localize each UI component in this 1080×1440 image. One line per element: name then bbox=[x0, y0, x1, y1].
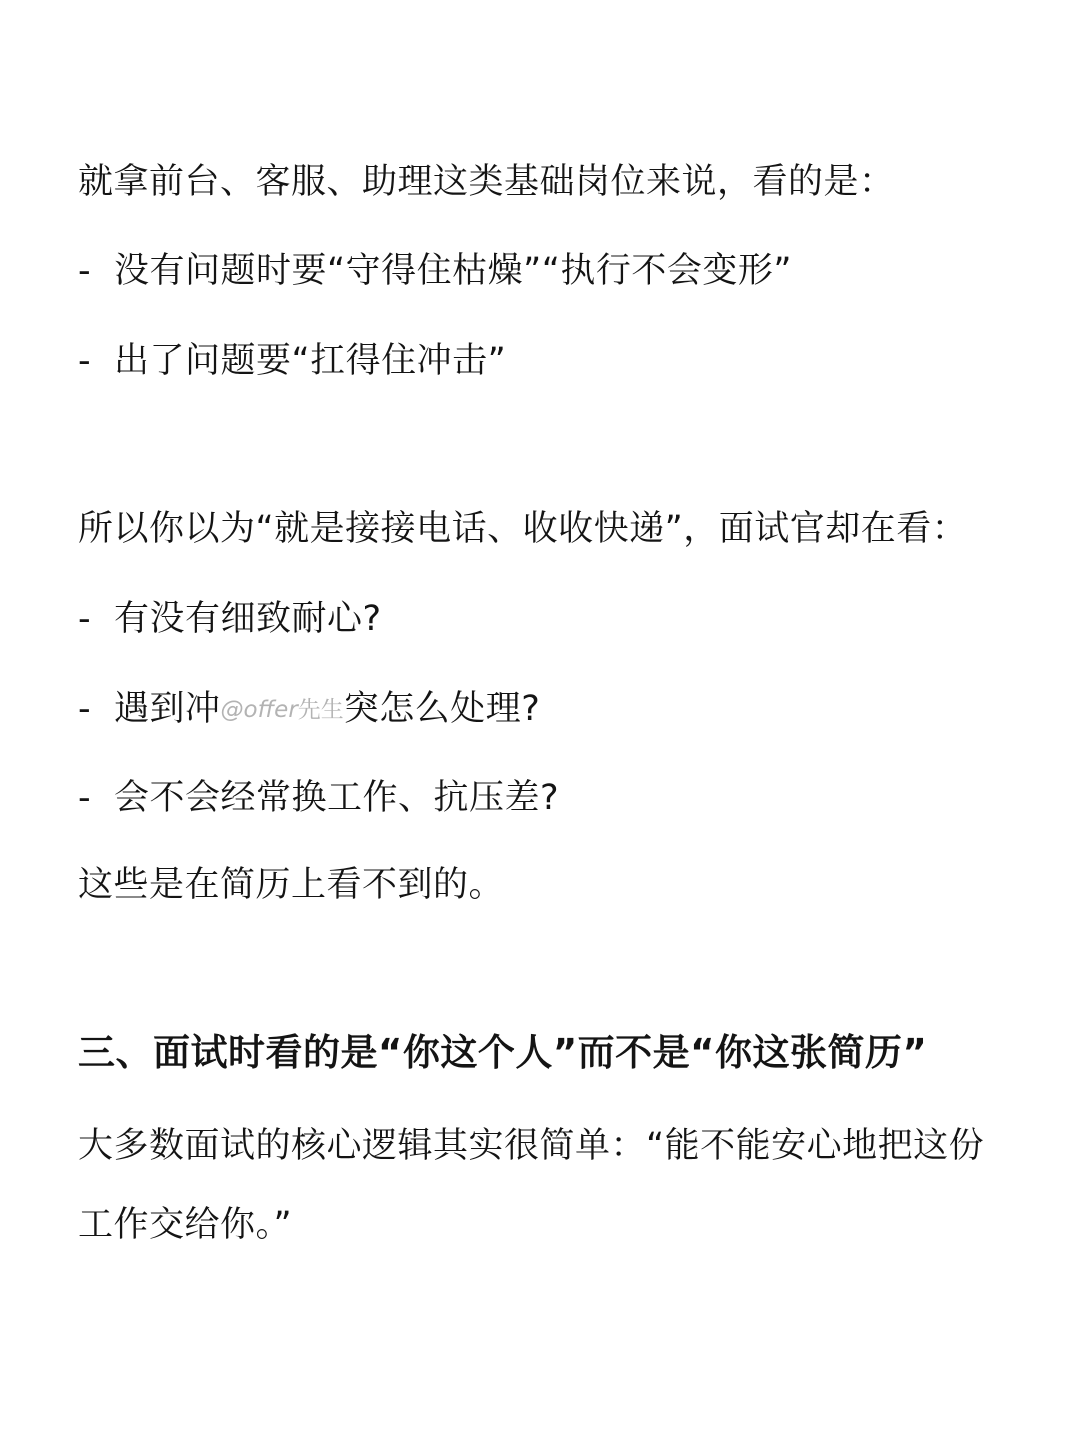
bullet-text: 会不会经常换工作、抗压差? bbox=[114, 778, 560, 818]
bullet-text: 出了问题要“扛得住冲击” bbox=[114, 341, 507, 381]
conclusion-line: 这些是在简历上看不到的。 bbox=[78, 865, 505, 905]
bullet-text: 没有问题时要“守得住枯燥”“执行不会变形” bbox=[114, 251, 793, 291]
watermark-latin: @offer bbox=[220, 697, 298, 723]
bullet-item-2 bbox=[78, 339, 506, 383]
bullet-marker: - bbox=[78, 689, 92, 729]
body-line-2: 工作交给你。” bbox=[78, 1205, 293, 1245]
body-line-1: 大多数面试的核心逻辑其实很简单：“能不能安心地把这份 bbox=[78, 1126, 985, 1166]
bullet-marker: - bbox=[78, 251, 92, 291]
bullet-text-start: 遇到冲 bbox=[114, 689, 221, 729]
bullet-marker: - bbox=[78, 599, 92, 639]
bullet-text: 有没有细致耐心? bbox=[114, 599, 382, 639]
bullet-item-1 bbox=[78, 249, 792, 293]
bullet-marker: - bbox=[78, 341, 92, 381]
watermark-cn: 先生 bbox=[297, 697, 344, 723]
bullet-item-3 bbox=[78, 597, 382, 641]
section-heading: 三、面试时看的是“你这个人”而不是“你这张简历” bbox=[78, 1031, 928, 1074]
bullet-item-4 bbox=[78, 687, 540, 732]
bullet-marker: - bbox=[78, 778, 92, 818]
watermark bbox=[221, 697, 344, 723]
bullet-item-5 bbox=[78, 776, 559, 820]
intro-line-2: 所以你以为“就是接接电话、收收快递”，面试官却在看： bbox=[78, 509, 968, 549]
intro-line-1: 就拿前台、客服、助理这类基础岗位来说，看的是： bbox=[78, 162, 895, 202]
bullet-text-end: 突怎么处理? bbox=[343, 689, 541, 729]
